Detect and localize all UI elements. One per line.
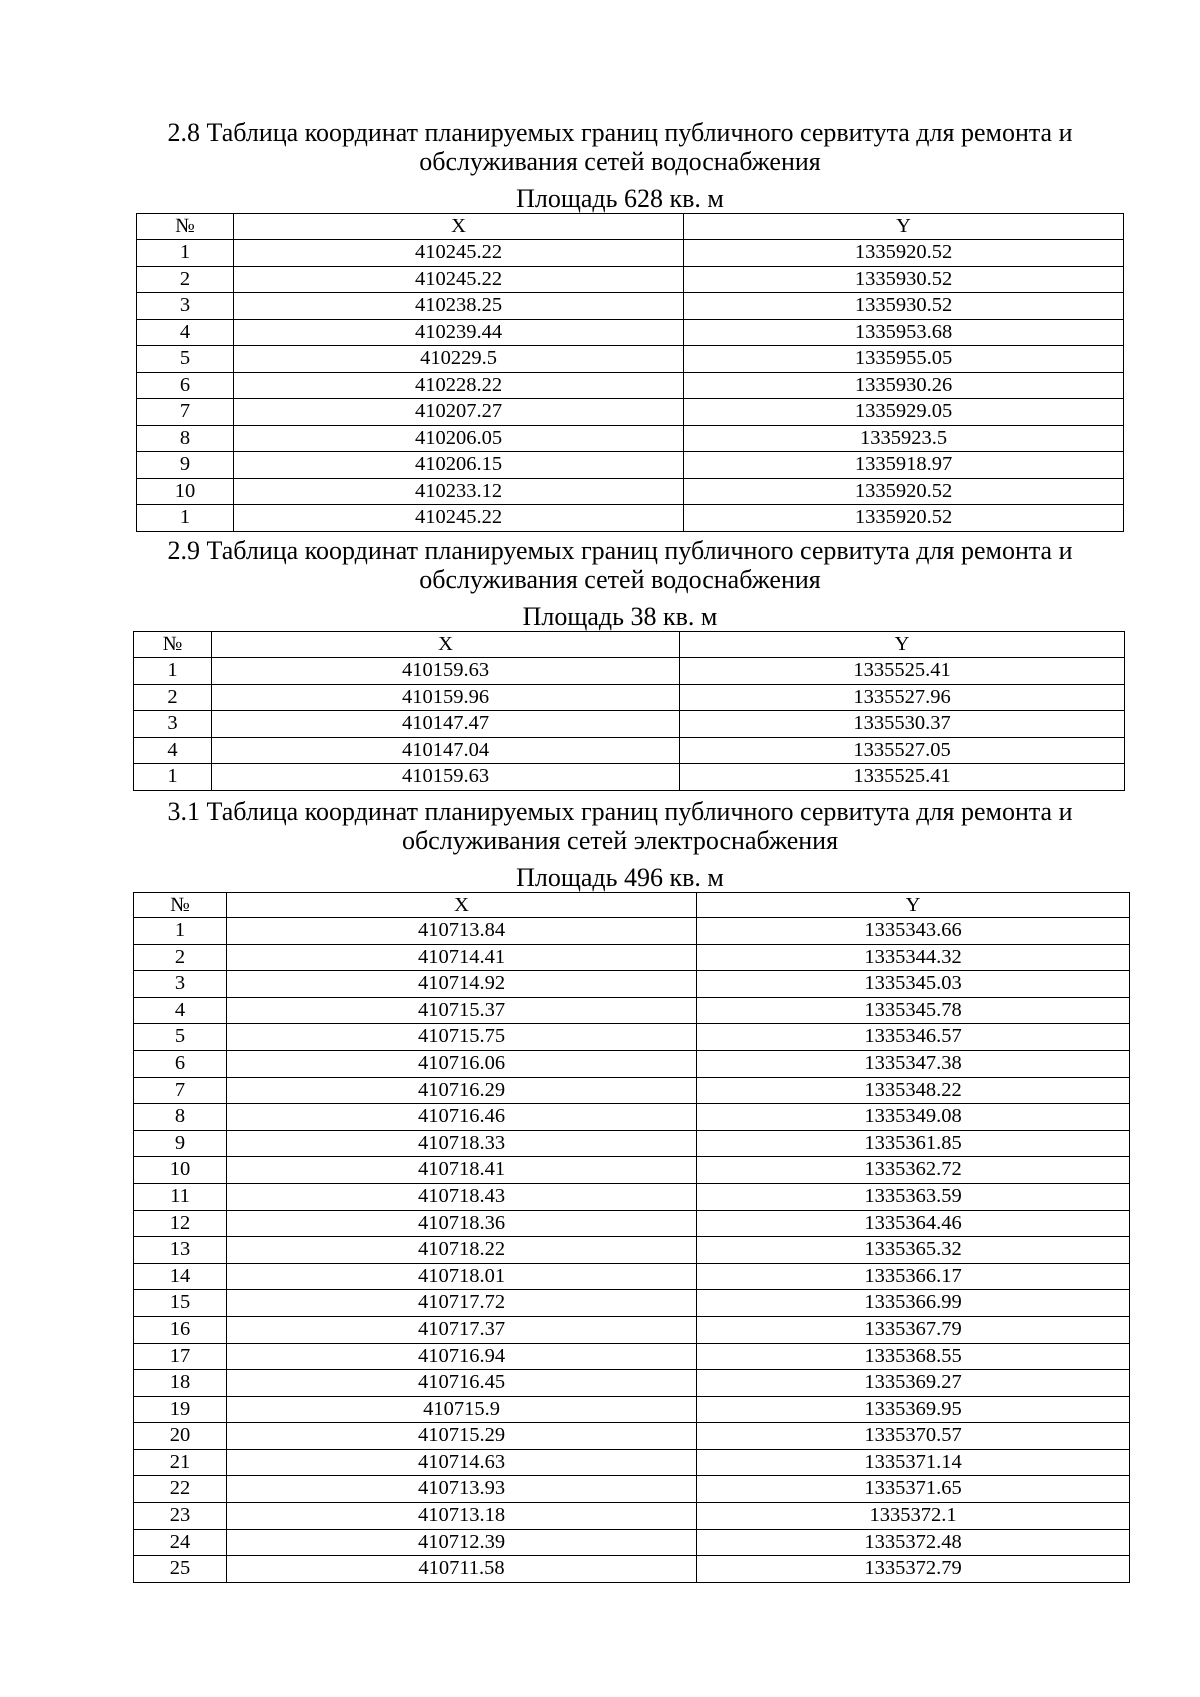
cell-number: 1 xyxy=(137,505,234,532)
cell-number: 20 xyxy=(134,1423,227,1450)
header-number: № xyxy=(134,893,227,918)
cell-x: 410716.06 xyxy=(227,1050,697,1077)
cell-y: 1335930.52 xyxy=(684,266,1124,293)
table-row xyxy=(134,1370,1130,1397)
cell-number: 4 xyxy=(134,737,212,764)
cell-y: 1335343.66 xyxy=(697,918,1130,945)
cell-x: 410207.27 xyxy=(234,399,684,426)
table-row xyxy=(134,971,1130,998)
cell-y: 1335525.41 xyxy=(680,658,1125,685)
cell-number: 2 xyxy=(134,684,212,711)
table-row xyxy=(134,1050,1130,1077)
cell-x: 410159.63 xyxy=(212,658,680,685)
header-number: № xyxy=(134,632,212,658)
cell-x: 410712.39 xyxy=(227,1529,697,1556)
section-title-3-1 xyxy=(120,797,1120,855)
cell-x: 410239.44 xyxy=(234,319,684,346)
cell-x: 410718.01 xyxy=(227,1263,697,1290)
cell-y: 1335929.05 xyxy=(684,399,1124,426)
cell-number: 14 xyxy=(134,1263,227,1290)
header-number: № xyxy=(137,214,234,240)
cell-y: 1335369.27 xyxy=(697,1370,1130,1397)
section-title-line: обслуживания сетей водоснабжения xyxy=(419,565,821,594)
table-header-row xyxy=(134,632,1125,658)
area-label-2-9: Площадь 38 кв. м xyxy=(522,602,718,631)
table-row xyxy=(134,1210,1130,1237)
table-row xyxy=(134,1529,1130,1556)
cell-x: 410718.22 xyxy=(227,1237,697,1264)
cell-x: 410715.37 xyxy=(227,997,697,1024)
cell-number: 24 xyxy=(134,1529,227,1556)
cell-x: 410206.05 xyxy=(234,425,684,452)
cell-x: 410713.93 xyxy=(227,1476,697,1503)
table-row xyxy=(137,452,1124,479)
cell-number: 7 xyxy=(137,399,234,426)
header-x: X xyxy=(234,214,684,240)
cell-number: 17 xyxy=(134,1343,227,1370)
coordinates-table-2-9 xyxy=(133,631,1125,791)
table-row xyxy=(137,293,1124,320)
cell-y: 1335347.38 xyxy=(697,1050,1130,1077)
cell-x: 410713.84 xyxy=(227,918,697,945)
cell-y: 1335368.55 xyxy=(697,1343,1130,1370)
table-header-row xyxy=(134,893,1130,918)
cell-number: 13 xyxy=(134,1237,227,1264)
cell-y: 1335361.85 xyxy=(697,1130,1130,1157)
cell-y: 1335362.72 xyxy=(697,1157,1130,1184)
cell-y: 1335348.22 xyxy=(697,1077,1130,1104)
table-row xyxy=(137,425,1124,452)
cell-y: 1335367.79 xyxy=(697,1316,1130,1343)
cell-number: 2 xyxy=(137,266,234,293)
cell-y: 1335371.14 xyxy=(697,1449,1130,1476)
table-row xyxy=(134,1130,1130,1157)
cell-number: 3 xyxy=(137,293,234,320)
cell-number: 21 xyxy=(134,1449,227,1476)
table-row xyxy=(134,711,1125,738)
section-title-line: обслуживания сетей электроснабжения xyxy=(401,826,839,855)
cell-x: 410716.94 xyxy=(227,1343,697,1370)
cell-y: 1335349.08 xyxy=(697,1104,1130,1131)
cell-x: 410245.22 xyxy=(234,505,684,532)
cell-x: 410245.22 xyxy=(234,266,684,293)
section-title-2-9 xyxy=(120,536,1120,594)
table-row xyxy=(134,684,1125,711)
cell-number: 4 xyxy=(134,997,227,1024)
cell-y: 1335366.99 xyxy=(697,1290,1130,1317)
table-row xyxy=(137,399,1124,426)
table-row xyxy=(134,1343,1130,1370)
table-row xyxy=(134,1396,1130,1423)
coordinates-table-3-1 xyxy=(133,892,1130,1583)
cell-number: 3 xyxy=(134,971,227,998)
cell-x: 410245.22 xyxy=(234,240,684,267)
cell-y: 1335923.5 xyxy=(684,425,1124,452)
cell-number: 19 xyxy=(134,1396,227,1423)
table-row xyxy=(137,372,1124,399)
cell-y: 1335345.03 xyxy=(697,971,1130,998)
cell-y: 1335371.65 xyxy=(697,1476,1130,1503)
cell-x: 410206.15 xyxy=(234,452,684,479)
cell-x: 410711.58 xyxy=(227,1556,697,1583)
table-row xyxy=(134,1237,1130,1264)
cell-y: 1335920.52 xyxy=(684,478,1124,505)
table-row xyxy=(134,658,1125,685)
cell-number: 1 xyxy=(134,918,227,945)
section-title-line: 3.1 Таблица координат планируемых границ публичного сервитута для ремонта и xyxy=(167,797,1073,826)
table-row xyxy=(134,1024,1130,1051)
header-x: X xyxy=(227,893,697,918)
cell-x: 410714.41 xyxy=(227,944,697,971)
header-y: Y xyxy=(680,632,1125,658)
table-row xyxy=(134,1316,1130,1343)
table-row xyxy=(134,1423,1130,1450)
header-x: X xyxy=(212,632,680,658)
cell-x: 410716.46 xyxy=(227,1104,697,1131)
cell-number: 15 xyxy=(134,1290,227,1317)
table-row xyxy=(134,1556,1130,1583)
cell-x: 410718.41 xyxy=(227,1157,697,1184)
cell-x: 410715.75 xyxy=(227,1024,697,1051)
cell-y: 1335370.57 xyxy=(697,1423,1130,1450)
cell-y: 1335527.05 xyxy=(680,737,1125,764)
cell-number: 8 xyxy=(137,425,234,452)
cell-x: 410228.22 xyxy=(234,372,684,399)
cell-number: 1 xyxy=(134,658,212,685)
cell-y: 1335955.05 xyxy=(684,346,1124,373)
table-row xyxy=(137,346,1124,373)
cell-number: 1 xyxy=(134,764,212,791)
cell-x: 410718.36 xyxy=(227,1210,697,1237)
table-row xyxy=(137,505,1124,532)
table-row xyxy=(134,1104,1130,1131)
table-row xyxy=(134,1263,1130,1290)
cell-x: 410238.25 xyxy=(234,293,684,320)
cell-y: 1335372.1 xyxy=(697,1503,1130,1530)
cell-x: 410159.63 xyxy=(212,764,680,791)
cell-y: 1335372.79 xyxy=(697,1556,1130,1583)
cell-y: 1335346.57 xyxy=(697,1024,1130,1051)
cell-y: 1335366.17 xyxy=(697,1263,1130,1290)
table-row xyxy=(134,1503,1130,1530)
table-row xyxy=(137,240,1124,267)
header-y: Y xyxy=(684,214,1124,240)
cell-number: 2 xyxy=(134,944,227,971)
cell-number: 7 xyxy=(134,1077,227,1104)
area-label-2-8: Площадь 628 кв. м xyxy=(516,184,724,213)
cell-x: 410147.04 xyxy=(212,737,680,764)
cell-x: 410716.29 xyxy=(227,1077,697,1104)
cell-number: 11 xyxy=(134,1183,227,1210)
table-row xyxy=(134,1183,1130,1210)
cell-number: 18 xyxy=(134,1370,227,1397)
table-row xyxy=(137,266,1124,293)
cell-x: 410716.45 xyxy=(227,1370,697,1397)
cell-y: 1335530.37 xyxy=(680,711,1125,738)
table-header-row xyxy=(137,214,1124,240)
table-row xyxy=(137,319,1124,346)
table-row xyxy=(134,1449,1130,1476)
cell-x: 410159.96 xyxy=(212,684,680,711)
cell-number: 10 xyxy=(134,1157,227,1184)
cell-y: 1335918.97 xyxy=(684,452,1124,479)
cell-number: 6 xyxy=(137,372,234,399)
cell-number: 5 xyxy=(137,346,234,373)
cell-y: 1335930.52 xyxy=(684,293,1124,320)
cell-y: 1335372.48 xyxy=(697,1529,1130,1556)
cell-number: 9 xyxy=(134,1130,227,1157)
coordinates-table-2-8 xyxy=(136,213,1124,532)
cell-number: 16 xyxy=(134,1316,227,1343)
cell-number: 9 xyxy=(137,452,234,479)
cell-y: 1335344.32 xyxy=(697,944,1130,971)
table-row xyxy=(134,997,1130,1024)
cell-x: 410715.29 xyxy=(227,1423,697,1450)
cell-x: 410714.63 xyxy=(227,1449,697,1476)
cell-number: 12 xyxy=(134,1210,227,1237)
cell-number: 3 xyxy=(134,711,212,738)
cell-number: 6 xyxy=(134,1050,227,1077)
cell-y: 1335525.41 xyxy=(680,764,1125,791)
cell-x: 410714.92 xyxy=(227,971,697,998)
cell-x: 410717.72 xyxy=(227,1290,697,1317)
cell-x: 410233.12 xyxy=(234,478,684,505)
table-row xyxy=(134,1157,1130,1184)
cell-x: 410718.33 xyxy=(227,1130,697,1157)
cell-y: 1335953.68 xyxy=(684,319,1124,346)
section-title-line: 2.8 Таблица координат планируемых границ публичного сервитута для ремонта и xyxy=(167,118,1073,147)
cell-x: 410147.47 xyxy=(212,711,680,738)
table-row xyxy=(134,737,1125,764)
cell-y: 1335363.59 xyxy=(697,1183,1130,1210)
table-row xyxy=(134,1077,1130,1104)
header-y: Y xyxy=(697,893,1130,918)
cell-x: 410229.5 xyxy=(234,346,684,373)
area-label-3-1: Площадь 496 кв. м xyxy=(516,863,724,892)
cell-x: 410718.43 xyxy=(227,1183,697,1210)
table-row xyxy=(134,1476,1130,1503)
cell-number: 4 xyxy=(137,319,234,346)
cell-y: 1335527.96 xyxy=(680,684,1125,711)
table-row xyxy=(134,944,1130,971)
cell-y: 1335930.26 xyxy=(684,372,1124,399)
cell-x: 410715.9 xyxy=(227,1396,697,1423)
table-row xyxy=(134,918,1130,945)
table-row xyxy=(134,764,1125,791)
cell-y: 1335365.32 xyxy=(697,1237,1130,1264)
table-row xyxy=(137,478,1124,505)
cell-number: 1 xyxy=(137,240,234,267)
cell-y: 1335369.95 xyxy=(697,1396,1130,1423)
cell-x: 410717.37 xyxy=(227,1316,697,1343)
table-row xyxy=(134,1290,1130,1317)
cell-y: 1335920.52 xyxy=(684,240,1124,267)
section-title-line: обслуживания сетей водоснабжения xyxy=(419,147,821,176)
cell-number: 25 xyxy=(134,1556,227,1583)
section-title-line: 2.9 Таблица координат планируемых границ публичного сервитута для ремонта и xyxy=(167,536,1073,565)
cell-y: 1335920.52 xyxy=(684,505,1124,532)
cell-number: 10 xyxy=(137,478,234,505)
cell-number: 23 xyxy=(134,1503,227,1530)
cell-y: 1335364.46 xyxy=(697,1210,1130,1237)
section-title-2-8 xyxy=(120,118,1120,176)
cell-y: 1335345.78 xyxy=(697,997,1130,1024)
cell-number: 5 xyxy=(134,1024,227,1051)
cell-number: 8 xyxy=(134,1104,227,1131)
cell-number: 22 xyxy=(134,1476,227,1503)
cell-x: 410713.18 xyxy=(227,1503,697,1530)
